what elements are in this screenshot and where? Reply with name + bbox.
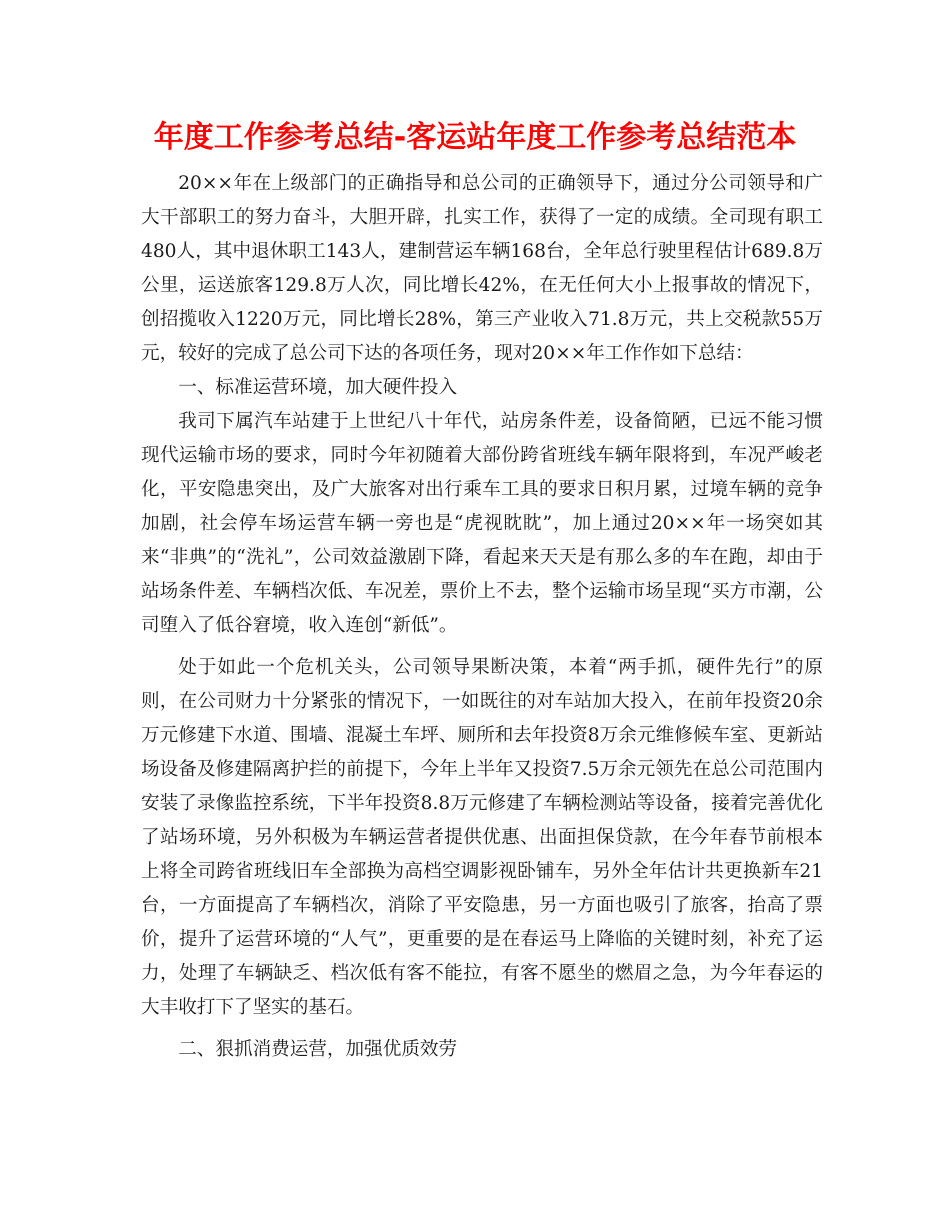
paragraph-gap bbox=[141, 643, 823, 651]
paragraph-summary: 20××年在上级部门的正确指导和总公司的正确领导下，通过分公司领导和广大干部职工的努力奋斗，大胆开辟，扎实工作，获得了一定的成绩。全司现有职工480人，其中退休职工143人，建制营运车辆168台，全年总行驶里程估计689.8万公里，运送旅客129.8万人次，同比增长42%，在无任何大小上报事故的情况下，创招揽收入1220万元，同比增长28%，第三产业收入71.8万元，共上交税款55万元，较好的完成了总公司下达的各项任务，现对20××年工作作如下总结： bbox=[141, 173, 823, 364]
paragraph-gap bbox=[141, 1025, 823, 1033]
document-title: 年度工作参考总结-客运站年度工作参考总结范本 bbox=[153, 120, 797, 155]
paragraph-environment: 我司下属汽车站建于上世纪八十年代，站房条件差，设备简陋，已远不能习惯现代运输市场的要求，同时今年初随着大部份跨省班线车辆年限将到，车况严峻老化，平安隐患突出，及广大旅客对出行乘车工具的要求日积月累，过境车辆的竞争加剧，社会停车场运营车辆一旁也是“虎视眈眈”，加上通过20××年一场突如其来“非典”的“洗礼”，公司效益激剧下降，看起来天天是有那么多的车在跑，却由于站场条件差、车辆档次低、车况差，票价上不去，整个运输市场呈现“买方市潮，公司堕入了低谷窘境，收入连创“新低”。 bbox=[141, 411, 823, 636]
section-heading-2: 二、狠抓消费运营，加强优质效劳 bbox=[178, 1039, 458, 1060]
paragraph-investment: 处于如此一个危机关头，公司领导果断决策，本着“两手抓，硬件先行”的原则，在公司财力十分紧张的情况下，一如既往的对车站加大投入，在前年投资20余万元修建下水道、围墙、混凝土车坪、厕所和去年投资8万余元维修候车室、更新站场设备及修建隔离护拦的前提下，今年上半年又投资7.5万余元领先在总公司范围内安装了录像监控系统，下半年投资8.8万元修建了车辆检测站等设备，接着完善优化了站场环境，另外积极为车辆运营者提供优惠、出面担保贷款，在今年春节前根本上将全司跨省班线旧车全部换为高档空调影视卧铺车，另外全年估计共更换新车21台，一方面提高了车辆档次，消除了平安隐患，另一方面也吸引了旅客，抬高了票价，提升了运营环境的“人气”，更重要的是在春运马上降临的关键时刻，补充了运力，处理了车辆缺乏、档次低有客不能拉，有客不愿坐的燃眉之急，为今年春运的大丰收打下了坚实的基石。 bbox=[141, 657, 823, 1018]
section-heading-1: 一、标准运营环境，加大硬件投入 bbox=[178, 377, 458, 398]
document-body bbox=[141, 167, 823, 1067]
